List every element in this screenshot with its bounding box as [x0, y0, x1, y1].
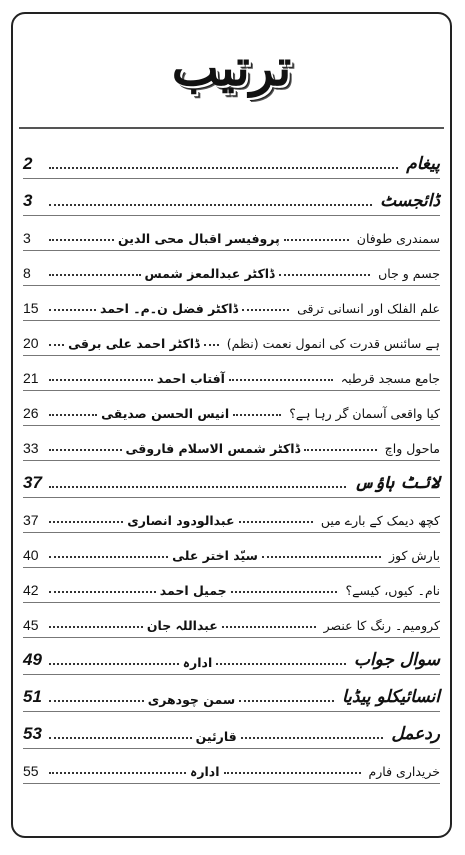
- toc-item-row[interactable]: [23, 321, 440, 356]
- toc-item-row[interactable]: [23, 533, 440, 568]
- entry-author: ڈاکٹر عبدالمعز شمس: [144, 266, 275, 281]
- entry-title: سوال جواب: [353, 650, 440, 670]
- entry-author: انیس الحسن صدیقی: [101, 406, 230, 421]
- page-title: ترتیب: [171, 38, 292, 97]
- entry-author: قارئین: [195, 729, 237, 744]
- dot-leader: [49, 625, 143, 628]
- entry-author: عبداللہ جان: [146, 618, 218, 633]
- toc-section-row[interactable]: [23, 179, 440, 216]
- dot-leader: [49, 413, 97, 416]
- toc-item-row[interactable]: [23, 216, 440, 251]
- dot-leader: [49, 448, 122, 451]
- dot-leader: [216, 662, 346, 665]
- dot-leader: [49, 343, 64, 346]
- page-number: 3: [23, 230, 31, 246]
- page-number: 51: [23, 687, 42, 706]
- dot-leader: [284, 238, 349, 241]
- page-number: 53: [23, 724, 42, 743]
- dot-leader: [229, 378, 333, 381]
- entry-title: سمندری طوفان: [356, 231, 440, 246]
- entry-title: نام۔ کیوں، کیسے؟: [345, 583, 440, 598]
- page-number: 49: [23, 650, 42, 669]
- dot-leader: [233, 413, 281, 416]
- toc-item-row[interactable]: [23, 391, 440, 426]
- toc-item-row[interactable]: [23, 568, 440, 603]
- page-number: 42: [23, 582, 39, 598]
- table-of-contents: [23, 142, 440, 784]
- toc-item-row[interactable]: [23, 251, 440, 286]
- page-number: 45: [23, 617, 39, 633]
- toc-item-row[interactable]: [23, 356, 440, 391]
- entry-author: آفتاب احمد: [156, 371, 225, 386]
- entry-title: ہے سائنس قدرت کی انمول نعمت (نظم): [226, 336, 440, 351]
- dot-leader: [49, 238, 114, 241]
- dot-leader: [49, 378, 153, 381]
- dot-leader: [262, 555, 381, 558]
- page-number: 40: [23, 547, 39, 563]
- entry-title: کرومیم۔ رنگ کا عنصر: [323, 618, 441, 633]
- entry-author: ادارہ: [182, 655, 213, 670]
- entry-title: کیا واقعی آسمان گر رہا ہے؟: [289, 406, 440, 421]
- page-number: 21: [23, 370, 39, 386]
- page-number: 8: [23, 265, 31, 281]
- entry-author: ادارہ: [190, 764, 220, 779]
- dot-leader: [279, 273, 371, 276]
- page-number: 33: [23, 440, 39, 456]
- entry-title: علم الفلک اور انسانی ترقی: [297, 301, 440, 316]
- dot-leader: [49, 590, 156, 593]
- entry-title: جامع مسجد قرطبہ: [340, 371, 440, 386]
- toc-section-row[interactable]: [23, 712, 440, 749]
- entry-title: پیغام: [406, 154, 440, 174]
- entry-author: سیّد اختر علی: [172, 548, 258, 563]
- entry-title: ردعمل: [391, 724, 441, 744]
- dot-leader: [224, 771, 361, 774]
- toc-item-row[interactable]: [23, 603, 440, 638]
- entry-author: ڈاکٹر احمد علی برقی: [68, 336, 200, 351]
- dot-leader: [49, 699, 144, 702]
- dot-leader: [204, 343, 219, 346]
- title-divider: [19, 127, 444, 129]
- dot-leader: [241, 736, 384, 739]
- dot-leader: [49, 520, 123, 523]
- dot-leader: [49, 166, 398, 169]
- dot-leader: [49, 273, 141, 276]
- page-number: 15: [23, 300, 39, 316]
- entry-author: سمن چودھری: [147, 692, 236, 707]
- entry-title: لائٹ ہاؤس: [354, 473, 440, 493]
- entry-title: ماحول واچ: [384, 441, 440, 456]
- contents-frame: [11, 12, 452, 838]
- toc-item-row[interactable]: [23, 749, 440, 784]
- dot-leader: [304, 448, 377, 451]
- entry-author: ڈاکٹر شمس الاسلام فاروقی: [125, 441, 301, 456]
- toc-item-row[interactable]: [23, 286, 440, 321]
- page-number: 26: [23, 405, 39, 421]
- dot-leader: [49, 203, 372, 206]
- dot-leader: [242, 308, 289, 311]
- title-wrap: [13, 38, 450, 97]
- entry-title: خریداری فارم: [368, 764, 441, 779]
- dot-leader: [239, 520, 313, 523]
- entry-title: کچھ دیمک کے بارے میں: [320, 513, 440, 528]
- dot-leader: [49, 736, 192, 739]
- dot-leader: [49, 308, 96, 311]
- toc-section-row[interactable]: [23, 461, 440, 498]
- page-number: 3: [23, 191, 33, 210]
- toc-section-row[interactable]: [23, 638, 440, 675]
- toc-item-row[interactable]: [23, 426, 440, 461]
- toc-section-row[interactable]: [23, 142, 440, 179]
- entry-title: جسم و جاں: [378, 266, 441, 281]
- entry-title: ڈائجسٹ: [380, 191, 440, 211]
- entry-author: جمیل احمد: [159, 583, 227, 598]
- dot-leader: [49, 555, 168, 558]
- dot-leader: [231, 590, 338, 593]
- entry-author: پروفیسر اقبال محی الدین: [118, 231, 280, 246]
- page-number: 37: [23, 512, 39, 528]
- row-underline: [23, 783, 440, 784]
- page-number: 37: [23, 473, 42, 492]
- page-number: 55: [23, 763, 39, 779]
- page-number: 20: [23, 335, 39, 351]
- dot-leader: [49, 771, 186, 774]
- page-number: 2: [23, 154, 33, 173]
- entry-title: بارش کوز: [389, 548, 441, 563]
- dot-leader: [49, 485, 346, 488]
- entry-title: انسائیکلو پیڈیا: [341, 687, 441, 707]
- dot-leader: [222, 625, 316, 628]
- entry-author: ڈاکٹر فضل ن۔م۔ احمد: [100, 301, 239, 316]
- toc-item-row[interactable]: [23, 498, 440, 533]
- dot-leader: [239, 699, 334, 702]
- entry-author: عبدالودود انصاری: [127, 513, 235, 528]
- toc-section-row[interactable]: [23, 675, 440, 712]
- dot-leader: [49, 662, 179, 665]
